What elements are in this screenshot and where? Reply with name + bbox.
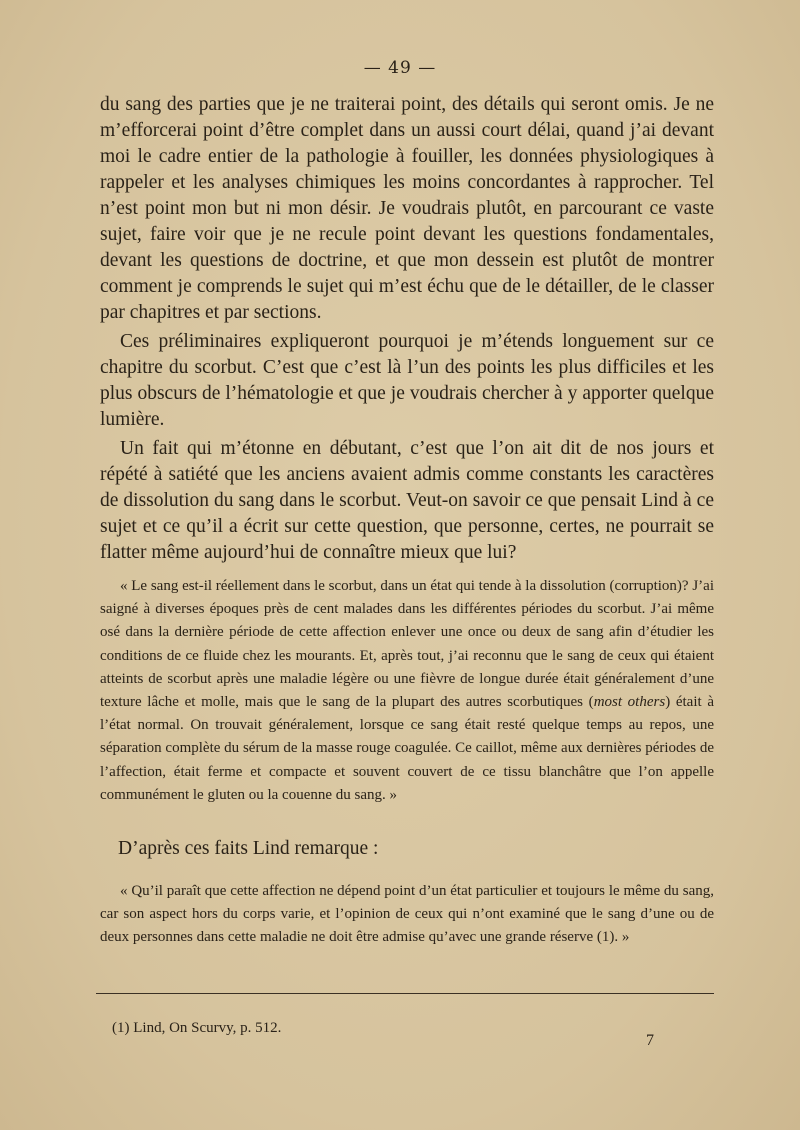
quote-1-italic: most others bbox=[593, 694, 666, 711]
paragraph-1: du sang des parties que je ne traiterai point, des détails qui seront omis. Je ne m’efforcerai point d’être complet dans un aussi court délai, quand j’ai devant moi le cadre entier de la pathologie à fouiller, les données physiologiques à rappeler et les analyses chimiques les moins concordantes à rapprocher. Tel n’est point mon but ni mon désir. Je voudrais plutôt, en parcourant ce vaste sujet, faire voir que je ne recule point devant les questions fondamentales, devant les questions de doctrine, et que mon dessein est plutôt de montrer comment je comprends le sujet qui m’est échu que de le détailler, de le classer par chapitres et par sections. bbox=[100, 94, 714, 323]
footnote: (1) Lind, On Scurvy, p. 512. bbox=[112, 1020, 282, 1036]
signature-mark: 7 bbox=[646, 1032, 654, 1049]
quote-1-before: « Le sang est-il réellement dans le scorbut, dans un état qui tende à la dissolution (corruption)? J’ai saigné à diverses époques près de cent malades dans les différentes périodes du scorbut. J’ai même osé dans la dernière période de cette affection enlever une once ou deux de sang afin d’étudier les conditions de ce fluide chez les mourants. Et, après tout, j’ai reconnu que le sang de ceux qui étaient atteints de scorbut après une maladie légère ou une fièvre de longue durée était généralement d’une texture lâche et molle, mais que le sang de la plupart des autres scorbutiques ( bbox=[100, 578, 714, 711]
lind-quote-2 bbox=[100, 880, 714, 950]
footnote-divider bbox=[96, 993, 714, 994]
page-number: — 49 — bbox=[363, 58, 437, 78]
paragraph-2: Ces préliminaires expliqueront pourquoi je m’étends longuement sur ce chapitre du scorbut. C’est que c’est là l’un des points les plus difficiles et les plus obscurs de l’hématologie et que je voudrais chercher à y apporter quelque lumière. bbox=[100, 331, 714, 430]
quote-1-after: ) était à l’état normal. On trouvait généralement, lorsque ce sang était resté quelque temps au repos, une séparation complète du sérum de la masse rouge coagulée. Ce caillot, même aux dernières périodes de l’affection, était ferme et compacte et souvent couvert de ce tissu blanchâtre que l’on appelle communément le gluten ou la couenne du sang. » bbox=[100, 694, 714, 803]
paragraph-3: Un fait qui m’étonne en débutant, c’est que l’on ait dit de nos jours et répété à satiété que les anciens avaient admis comme constants les caractères de dissolution du sang dans le scorbut. Veut-on savoir ce que pensait Lind à ce sujet et ce qu’il a écrit sur cette question, que personne, certes, ne pourrait se flatter même aujourd’hui de connaître mieux que lui? bbox=[100, 438, 714, 563]
lind-quote-1 bbox=[100, 575, 714, 807]
lind-quote-1-text bbox=[100, 575, 714, 807]
lind-quote-2-text: « Qu’il paraît que cette affection ne dépend point d’un état particulier et toujours le même du sang, car son aspect hors du corps varie, et l’opinion de ceux qui n’ont examiné que le sang d’une ou de deux personnes dans cette maladie ne doit être admise qu’avec une grande réserve (1). » bbox=[100, 883, 714, 946]
lind-remark-heading: D’après ces faits Lind remarque : bbox=[118, 838, 379, 859]
main-text bbox=[100, 92, 714, 569]
